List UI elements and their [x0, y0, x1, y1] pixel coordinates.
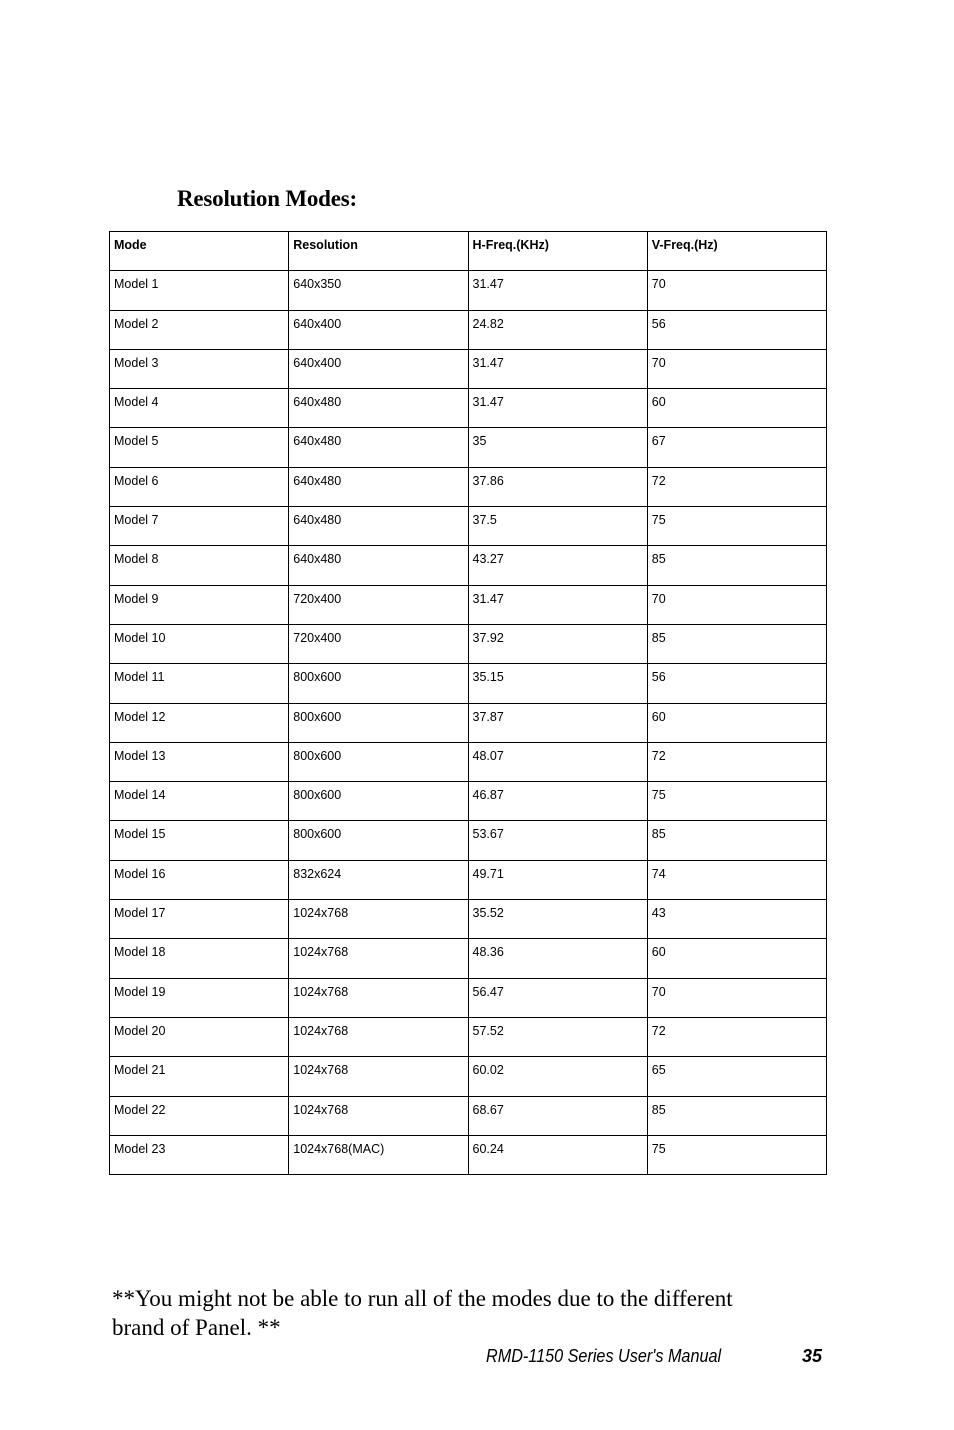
cell-h-freq: 48.36 [468, 939, 647, 978]
cell-v-freq: 85 [647, 821, 826, 860]
cell-mode: Model 14 [110, 782, 289, 821]
cell-resolution: 800x600 [289, 742, 468, 781]
cell-mode: Model 10 [110, 624, 289, 663]
cell-h-freq: 31.47 [468, 349, 647, 388]
table-row [110, 664, 827, 703]
cell-v-freq: 70 [647, 271, 826, 310]
cell-v-freq: 72 [647, 742, 826, 781]
cell-v-freq: 70 [647, 349, 826, 388]
cell-v-freq: 85 [647, 624, 826, 663]
table-row [110, 507, 827, 546]
cell-v-freq: 60 [647, 389, 826, 428]
cell-resolution: 640x480 [289, 428, 468, 467]
cell-resolution: 1024x768 [289, 1017, 468, 1056]
cell-resolution: 720x400 [289, 585, 468, 624]
cell-mode: Model 4 [110, 389, 289, 428]
cell-v-freq: 74 [647, 860, 826, 899]
cell-mode: Model 15 [110, 821, 289, 860]
table-row [110, 310, 827, 349]
table-row [110, 624, 827, 663]
cell-v-freq: 67 [647, 428, 826, 467]
resolution-modes-table [109, 231, 827, 1175]
cell-v-freq: 75 [647, 1135, 826, 1174]
cell-resolution: 640x480 [289, 467, 468, 506]
cell-v-freq: 43 [647, 900, 826, 939]
cell-h-freq: 46.87 [468, 782, 647, 821]
footnote: **You might not be able to run all of the modes due to the different brand of Panel. ** [112, 1286, 733, 1340]
cell-mode: Model 18 [110, 939, 289, 978]
table-row [110, 703, 827, 742]
cell-v-freq: 60 [647, 939, 826, 978]
cell-mode: Model 16 [110, 860, 289, 899]
cell-resolution: 640x400 [289, 349, 468, 388]
cell-resolution: 640x480 [289, 546, 468, 585]
cell-mode: Model 23 [110, 1135, 289, 1174]
cell-mode: Model 21 [110, 1057, 289, 1096]
header-cell-v-freq: V-Freq.(Hz) [647, 232, 826, 271]
cell-h-freq: 35 [468, 428, 647, 467]
table-row [110, 1057, 827, 1096]
cell-resolution: 800x600 [289, 782, 468, 821]
cell-v-freq: 72 [647, 1017, 826, 1056]
table-row [110, 1017, 827, 1056]
table-row [110, 860, 827, 899]
cell-v-freq: 65 [647, 1057, 826, 1096]
table-row [110, 389, 827, 428]
cell-h-freq: 60.24 [468, 1135, 647, 1174]
cell-resolution: 640x350 [289, 271, 468, 310]
cell-resolution: 800x600 [289, 703, 468, 742]
cell-v-freq: 85 [647, 546, 826, 585]
table-row [110, 271, 827, 310]
section-heading: Resolution Modes: [177, 186, 357, 211]
cell-resolution: 1024x768 [289, 939, 468, 978]
cell-resolution: 1024x768 [289, 1057, 468, 1096]
table-header-row [110, 232, 827, 271]
cell-h-freq: 31.47 [468, 585, 647, 624]
cell-resolution: 1024x768 [289, 900, 468, 939]
table-row [110, 349, 827, 388]
cell-v-freq: 85 [647, 1096, 826, 1135]
cell-resolution: 800x600 [289, 821, 468, 860]
cell-h-freq: 35.15 [468, 664, 647, 703]
cell-mode: Model 20 [110, 1017, 289, 1056]
cell-mode: Model 17 [110, 900, 289, 939]
table-row [110, 428, 827, 467]
cell-mode: Model 19 [110, 978, 289, 1017]
cell-mode: Model 9 [110, 585, 289, 624]
cell-v-freq: 70 [647, 978, 826, 1017]
cell-v-freq: 56 [647, 310, 826, 349]
cell-h-freq: 24.82 [468, 310, 647, 349]
cell-mode: Model 12 [110, 703, 289, 742]
cell-v-freq: 75 [647, 782, 826, 821]
cell-resolution: 800x600 [289, 664, 468, 703]
cell-mode: Model 22 [110, 1096, 289, 1135]
table-row [110, 782, 827, 821]
cell-mode: Model 13 [110, 742, 289, 781]
table-body [110, 232, 827, 1175]
cell-resolution: 1024x768 [289, 1096, 468, 1135]
cell-v-freq: 70 [647, 585, 826, 624]
table-row [110, 821, 827, 860]
cell-v-freq: 56 [647, 664, 826, 703]
table-row [110, 546, 827, 585]
header-cell-mode: Mode [110, 232, 289, 271]
cell-h-freq: 48.07 [468, 742, 647, 781]
table-row [110, 585, 827, 624]
cell-mode: Model 8 [110, 546, 289, 585]
cell-resolution: 1024x768(MAC) [289, 1135, 468, 1174]
cell-resolution: 640x400 [289, 310, 468, 349]
cell-v-freq: 75 [647, 507, 826, 546]
header-cell-resolution: Resolution [289, 232, 468, 271]
footer-page-number: 35 [802, 1346, 823, 1366]
cell-v-freq: 60 [647, 703, 826, 742]
cell-mode: Model 7 [110, 507, 289, 546]
table-row [110, 939, 827, 978]
cell-resolution: 640x480 [289, 507, 468, 546]
cell-h-freq: 37.92 [468, 624, 647, 663]
table-row [110, 742, 827, 781]
cell-h-freq: 37.86 [468, 467, 647, 506]
cell-h-freq: 37.87 [468, 703, 647, 742]
cell-h-freq: 35.52 [468, 900, 647, 939]
cell-h-freq: 31.47 [468, 389, 647, 428]
cell-h-freq: 53.67 [468, 821, 647, 860]
cell-h-freq: 68.67 [468, 1096, 647, 1135]
table-row [110, 1096, 827, 1135]
cell-h-freq: 31.47 [468, 271, 647, 310]
cell-h-freq: 60.02 [468, 1057, 647, 1096]
cell-mode: Model 6 [110, 467, 289, 506]
cell-h-freq: 37.5 [468, 507, 647, 546]
table-row [110, 900, 827, 939]
footer-manual-title: RMD-1150 Series User's Manual [486, 1346, 722, 1366]
table-row [110, 978, 827, 1017]
cell-v-freq: 72 [647, 467, 826, 506]
cell-h-freq: 49.71 [468, 860, 647, 899]
cell-h-freq: 57.52 [468, 1017, 647, 1056]
cell-h-freq: 56.47 [468, 978, 647, 1017]
cell-mode: Model 5 [110, 428, 289, 467]
cell-mode: Model 11 [110, 664, 289, 703]
header-cell-h-freq: H-Freq.(KHz) [468, 232, 647, 271]
cell-resolution: 1024x768 [289, 978, 468, 1017]
cell-mode: Model 3 [110, 349, 289, 388]
cell-resolution: 640x480 [289, 389, 468, 428]
cell-resolution: 832x624 [289, 860, 468, 899]
cell-mode: Model 2 [110, 310, 289, 349]
cell-resolution: 720x400 [289, 624, 468, 663]
table-row [110, 1135, 827, 1174]
table-row [110, 467, 827, 506]
cell-mode: Model 1 [110, 271, 289, 310]
cell-h-freq: 43.27 [468, 546, 647, 585]
